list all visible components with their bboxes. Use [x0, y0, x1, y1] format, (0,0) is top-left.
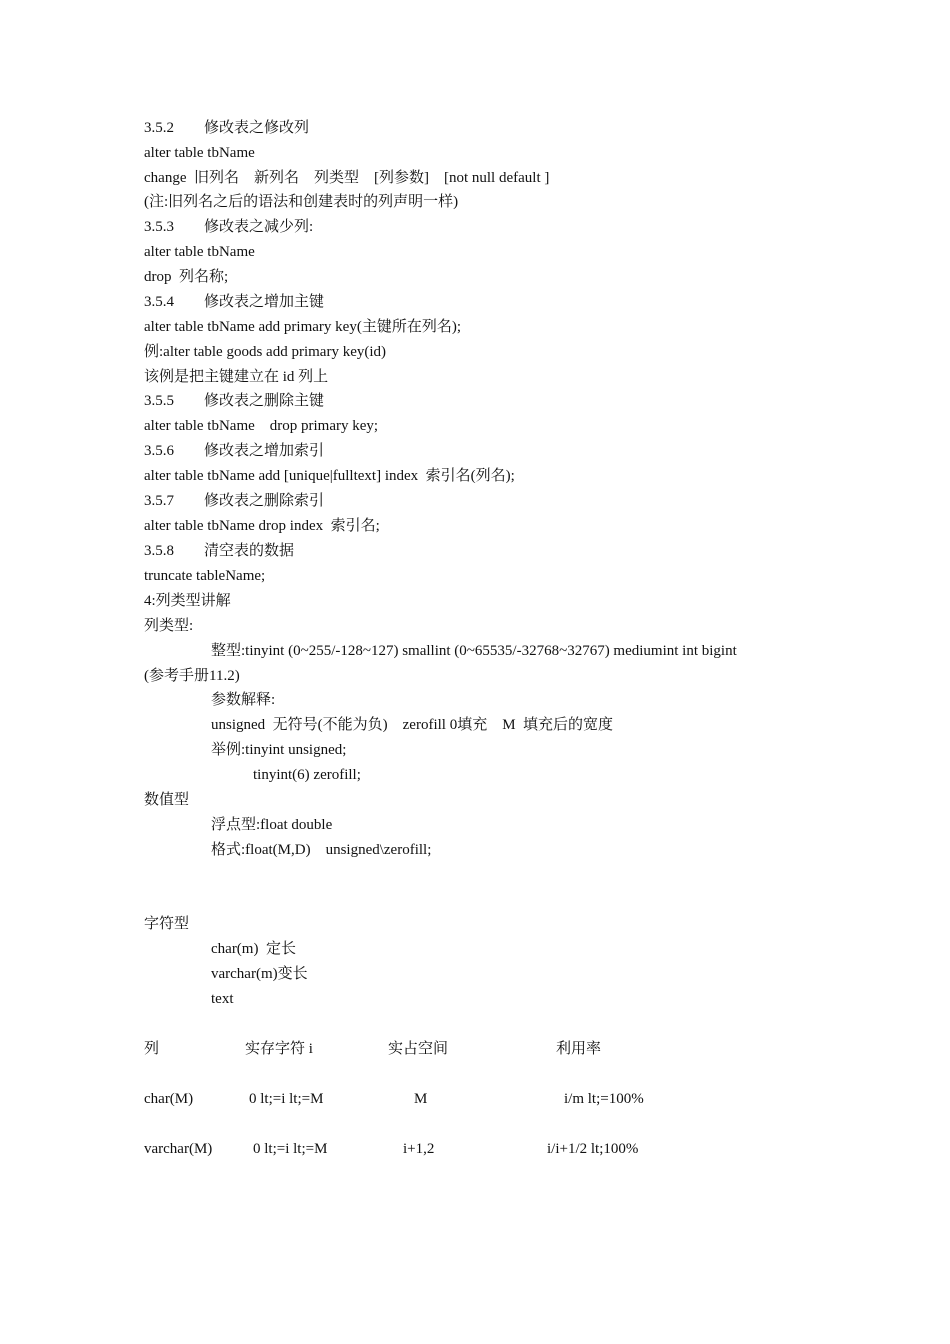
- section-title: 修改表之修改列: [204, 120, 310, 136]
- code-line: alter table tbName: [144, 145, 255, 161]
- body-line: 举例:tinyint unsigned;: [211, 742, 347, 758]
- section-heading: [144, 391, 324, 411]
- section-title: 清空表的数据: [204, 543, 295, 559]
- body-line: unsigned 无符号(不能为负) zerofill 0填充 M 填充后的宽度: [211, 717, 614, 733]
- table-header-cell: 列: [144, 1041, 160, 1057]
- table-cell: 0 lt;=i lt;=M: [249, 1091, 324, 1107]
- section-heading: [144, 491, 324, 511]
- note-line: (注:旧列名之后的语法和创建表时的列声明一样): [144, 194, 459, 210]
- code-line: truncate tableName;: [144, 568, 266, 584]
- body-line: 整型:tinyint (0~255/-128~127) smallint (0~65535/-32768~32767) mediumint int bigint: [211, 643, 737, 659]
- code-line: change 旧列名 新列名 列类型 [列参数] [not null default ]: [144, 170, 550, 186]
- section-title: 修改表之增加主键: [204, 294, 325, 310]
- body-line: 格式:float(M,D) unsigned\zerofill;: [211, 842, 432, 858]
- section-number: 3.5.6: [144, 443, 174, 459]
- code-line: alter table tbName add primary key(主键所在列名);: [144, 319, 461, 335]
- section-number: 3.5.2: [144, 120, 174, 136]
- table-cell: char(M): [144, 1091, 194, 1107]
- body-line: text: [211, 991, 234, 1007]
- table-cell: i/m lt;=100%: [564, 1091, 644, 1107]
- code-line: alter table tbName drop primary key;: [144, 418, 379, 434]
- body-line: 参数解释:: [211, 692, 276, 708]
- chapter-heading: 4:列类型讲解: [144, 593, 231, 609]
- body-line: tinyint(6) zerofill;: [253, 767, 361, 783]
- table-header-cell: 利用率: [556, 1041, 602, 1057]
- subheading: 列类型:: [144, 618, 194, 634]
- table-cell: i/i+1/2 lt;100%: [547, 1141, 639, 1157]
- section-heading: [144, 217, 313, 237]
- body-line: char(m) 定长: [211, 941, 296, 957]
- subheading: 字符型: [144, 916, 190, 932]
- body-line: (参考手册11.2): [144, 668, 240, 684]
- example-line: 例:alter table goods add primary key(id): [144, 344, 387, 360]
- code-line: alter table tbName: [144, 244, 255, 260]
- section-number: 3.5.8: [144, 543, 174, 559]
- subheading: 数值型: [144, 792, 190, 808]
- table-cell: 0 lt;=i lt;=M: [253, 1141, 328, 1157]
- section-title: 修改表之减少列:: [204, 219, 314, 235]
- section-heading: [144, 541, 294, 561]
- section-number: 3.5.3: [144, 219, 174, 235]
- body-line: 浮点型:float double: [211, 817, 333, 833]
- code-line: alter table tbName add [unique|fulltext] index 索引名(列名);: [144, 468, 515, 484]
- code-line: alter table tbName drop index 索引名;: [144, 518, 380, 534]
- section-heading: [144, 118, 309, 138]
- table-cell: varchar(M): [144, 1141, 213, 1157]
- section-heading: [144, 441, 324, 461]
- section-title: 修改表之删除索引: [204, 493, 325, 509]
- section-heading: [144, 292, 324, 312]
- note-line: 该例是把主键建立在 id 列上: [144, 369, 329, 385]
- table-cell: i+1,2: [403, 1141, 435, 1157]
- section-title: 修改表之增加索引: [204, 443, 325, 459]
- table-cell: M: [414, 1091, 428, 1107]
- body-line: varchar(m)变长: [211, 966, 308, 982]
- section-title: 修改表之删除主键: [204, 393, 325, 409]
- table-header-cell: 实存字符 i: [245, 1041, 313, 1057]
- section-number: 3.5.4: [144, 294, 174, 310]
- section-number: 3.5.7: [144, 493, 174, 509]
- code-line: drop 列名称;: [144, 269, 229, 285]
- section-number: 3.5.5: [144, 393, 174, 409]
- table-header-cell: 实占空间: [388, 1041, 449, 1057]
